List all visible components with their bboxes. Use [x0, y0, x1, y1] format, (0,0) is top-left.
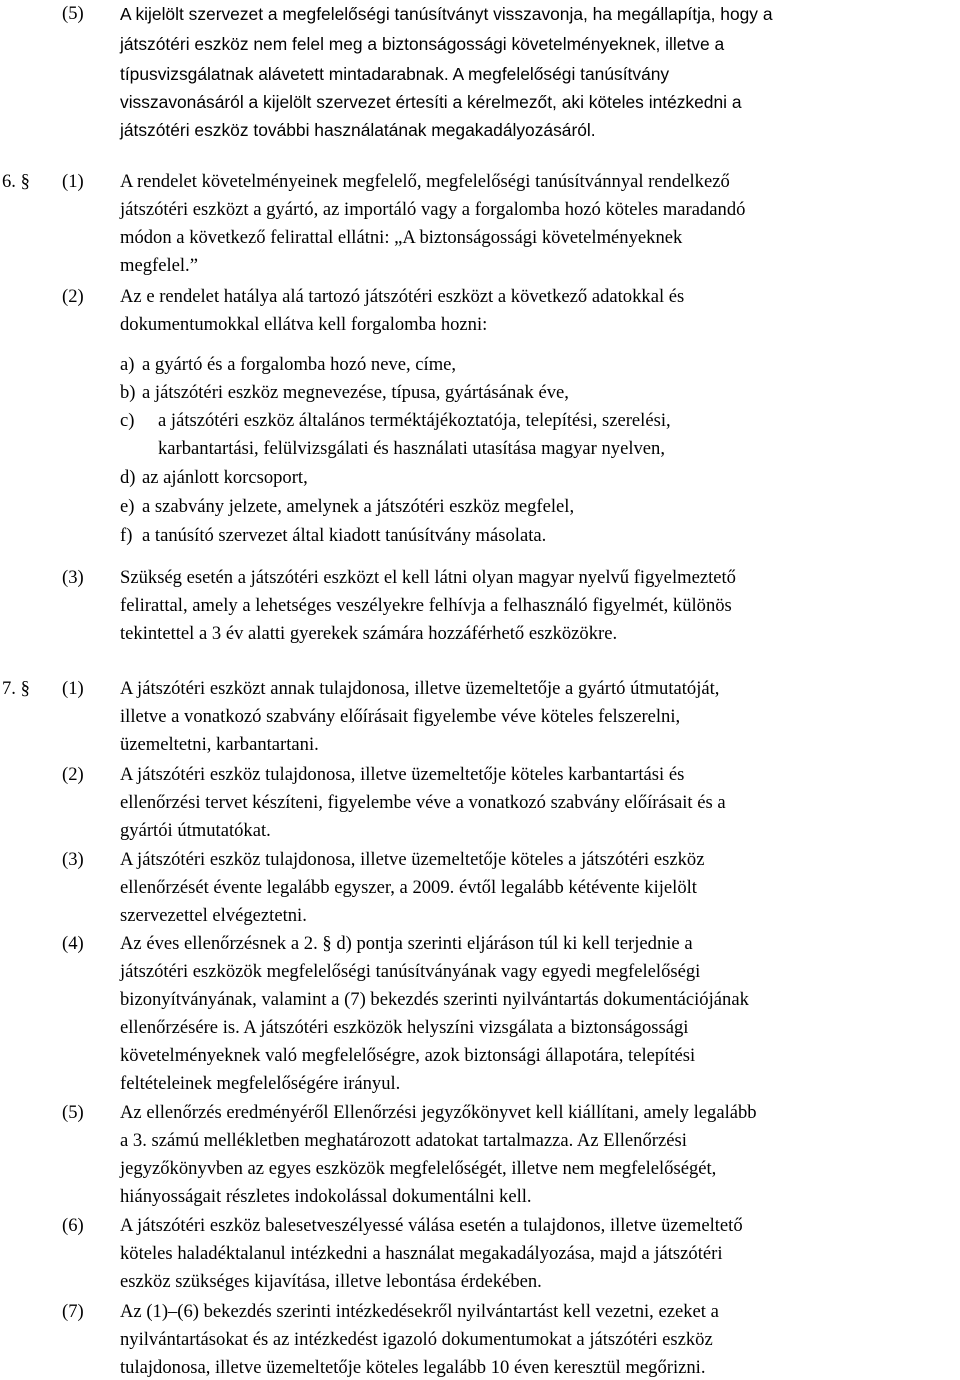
paragraph-line: nyilvántartásokat és az intézkedést igazoló dokumentumokat a játszótéri eszköz [120, 1329, 713, 1350]
paragraph-number: (5) [62, 3, 84, 24]
paragraph-line: Szükség esetén a játszótéri eszközt el kell látni olyan magyar nyelvű figyelmeztető [120, 567, 736, 588]
paragraph-line: ellenőrzésére is. A játszótéri eszközök helyszíni vizsgálata a biztonságossági [120, 1017, 689, 1038]
paragraph-line: játszótéri eszköz nem felel meg a biztonságossági követelményeknek, illetve a [120, 34, 725, 54]
paragraph-number: (2) [62, 764, 84, 785]
paragraph-number: (7) [62, 1301, 84, 1322]
paragraph-number: (3) [62, 849, 84, 870]
paragraph-line: felirattal, amely a lehetséges veszélyekre felhívja a felhasználó figyelmét, különös [120, 595, 732, 616]
paragraph-line: tulajdonosa, illetve üzemeltetője köteles legalább 10 éven keresztül megőrizni. [120, 1357, 706, 1378]
paragraph-line: tekintettel a 3 év alatti gyerekek számára hozzáférhető eszközökre. [120, 623, 618, 644]
paragraph-line: játszótéri eszközt a gyártó, az importáló vagy a forgalomba hozó köteles maradandó [120, 199, 746, 220]
paragraph-line: játszótéri eszköz további használatának megakadályozásáról. [120, 120, 596, 140]
list-item-text: a szabvány jelzete, amelynek a játszótéri eszköz megfelel, [142, 496, 575, 517]
list-item-letter: d) [120, 467, 136, 488]
list-item-text: a játszótéri eszköz megnevezése, típusa, gyártásának éve, [142, 382, 569, 403]
paragraph-line: megfelel.” [120, 255, 198, 276]
list-item-letter: a) [120, 354, 135, 375]
paragraph-line: jegyzőkönyvben az egyes eszközök megfelelőségét, illetve nem megfelelőségét, [120, 1158, 717, 1179]
list-item-letter: b) [120, 382, 136, 403]
paragraph-line: eszköz szükséges kijavítása, illetve lebontása érdekében. [120, 1271, 542, 1292]
list-item-letter: f) [120, 525, 133, 546]
paragraph-number: (3) [62, 567, 84, 588]
list-item-letter: c) [120, 410, 135, 431]
paragraph-line: A játszótéri eszköz balesetveszélyessé válása esetén a tulajdonos, illetve üzemeltető [120, 1215, 743, 1236]
paragraph-line: szervezettel elvégeztetni. [120, 905, 307, 926]
paragraph-line: dokumentumokkal ellátva kell forgalomba hozni: [120, 314, 488, 335]
paragraph-line: A játszótéri eszköz tulajdonosa, illetve üzemeltetője köteles karbantartási és [120, 764, 685, 785]
paragraph-line: a 3. számú mellékletben meghatározott adatokat tartalmazza. Az Ellenőrzési [120, 1130, 687, 1151]
paragraph-number: (4) [62, 933, 84, 954]
paragraph-line: Az (1)–(6) bekezdés szerinti intézkedésekről nyilvántartást kell vezetni, ezeket a [120, 1301, 719, 1322]
paragraph-line: ellenőrzési tervet készíteni, figyelembe véve a vonatkozó szabvány előírásait és a [120, 792, 726, 813]
paragraph-line: A játszótéri eszközt annak tulajdonosa, illetve üzemeltetője a gyártó útmutatóját, [120, 678, 720, 699]
paragraph-number: (6) [62, 1215, 84, 1236]
paragraph-line: hiányosságait részletes indokolással dokumentálni kell. [120, 1186, 532, 1207]
paragraph-number: (5) [62, 1102, 84, 1123]
paragraph-line: játszótéri eszközök megfelelőségi tanúsítványának vagy egyedi megfelelőségi [120, 961, 701, 982]
paragraph-line: típusvizsgálatnak alávetett mintadarabnak. A megfelelőségi tanúsítvány [120, 64, 670, 84]
paragraph-number: (1) [62, 171, 84, 192]
paragraph-line: módon a következő felirattal ellátni: „A biztonságossági követelményeknek [120, 227, 683, 248]
paragraph-line: feltételeinek megfelelőségére irányul. [120, 1073, 401, 1094]
list-item-text: a tanúsító szervezet által kiadott tanúsítvány másolata. [142, 525, 547, 546]
paragraph-number: (1) [62, 678, 84, 699]
paragraph-line: követelményeknek való megfelelőségre, azok biztonsági állapotára, telepítési [120, 1045, 696, 1066]
list-item-text: a játszótéri eszköz általános terméktájékoztatója, telepítési, szerelési, [158, 410, 671, 431]
section-label: 6. § [2, 171, 30, 192]
paragraph-line: Az e rendelet hatálya alá tartozó játszótéri eszközt a következő adatokkal és [120, 286, 685, 307]
paragraph-line: illetve a vonatkozó szabvány előírásait figyelembe véve köteles felszerelni, [120, 706, 681, 727]
paragraph-line: üzemeltetni, karbantartani. [120, 734, 319, 755]
paragraph-line: köteles haladéktalanul intézkedni a használat megakadályozása, majd a játszótéri [120, 1243, 723, 1264]
paragraph-line: gyártói útmutatókat. [120, 820, 271, 841]
paragraph-line: A kijelölt szervezet a megfelelőségi tanúsítványt visszavonja, ha megállapítja, hogy a [120, 4, 773, 24]
paragraph-line: ellenőrzését évente legalább egyszer, a 2009. évtől legalább kétévente kijelölt [120, 877, 697, 898]
section-label: 7. § [2, 678, 30, 699]
paragraph-line: Az éves ellenőrzésnek a 2. § d) pontja szerinti eljáráson túl ki kell terjednie a [120, 933, 693, 954]
paragraph-number: (2) [62, 286, 84, 307]
list-item-text: az ajánlott korcsoport, [142, 467, 308, 488]
paragraph-line: visszavonásáról a kijelölt szervezet értesíti a kérelmezőt, aki köteles intézkedni a [120, 92, 742, 112]
paragraph-line: bizonyítványának, valamint a (7) bekezdés szerinti nyilvántartás dokumentációjának [120, 989, 749, 1010]
paragraph-line: A játszótéri eszköz tulajdonosa, illetve üzemeltetője köteles a játszótéri eszköz [120, 849, 705, 870]
list-item-text: a gyártó és a forgalomba hozó neve, címe, [142, 354, 457, 375]
list-item-text-continued: karbantartási, felülvizsgálati és használati utasítása magyar nyelven, [158, 438, 665, 459]
list-item-letter: e) [120, 496, 135, 517]
paragraph-line: Az ellenőrzés eredményéről Ellenőrzési jegyzőkönyvet kell kiállítani, amely legalább [120, 1102, 757, 1123]
paragraph-line: A rendelet követelményeinek megfelelő, megfelelőségi tanúsítvánnyal rendelkező [120, 171, 730, 192]
